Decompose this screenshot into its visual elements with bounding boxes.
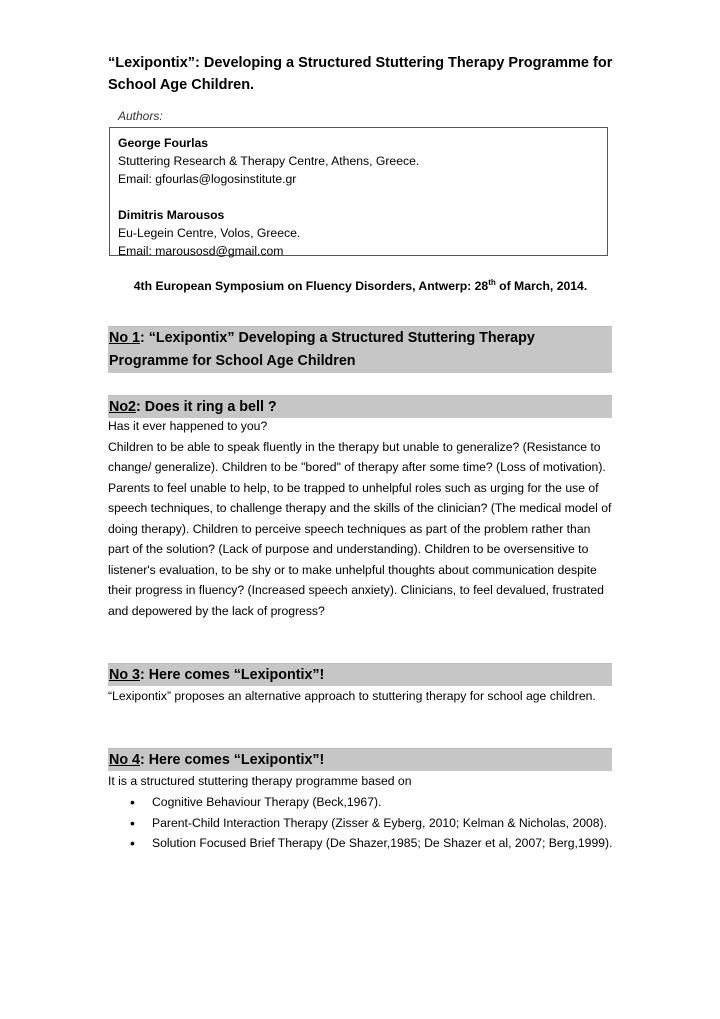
section-paragraph: “Lexipontix” proposes an alternative approach to stuttering therapy for school age children. — [108, 689, 596, 703]
list-item: • Parent-Child Interaction Therapy (Zisser & Eyberg, 2010; Kelman & Nicholas, 2008). — [108, 813, 613, 834]
authors-box — [109, 127, 608, 256]
section-intro-4: It is a structured stuttering therapy programme based on — [108, 774, 412, 788]
section-number: No 3 — [109, 667, 140, 683]
document-title: “Lexipontix”: Developing a Structured Stuttering Therapy Programme for School Age Children. — [108, 55, 613, 93]
authors-label: Authors: — [118, 109, 163, 123]
section-body-3 — [108, 686, 613, 707]
author-affiliation: Eu-Legein Centre, Volos, Greece. — [118, 226, 301, 240]
section-heading-3 — [108, 663, 612, 686]
section-heading-4 — [108, 748, 612, 771]
author-name: George Fourlas — [118, 136, 209, 150]
section-paragraph: Children to be able to speak fluently in the therapy but unable to generalize? (Resistance to change/ generalize). Children to be "bored" of therapy after some time? (Loss of motivation). Parents to feel unable to help, to be trapped to unhelpful roles such as urging for the use of speech techniques, to challenge therapy and the skills of the clinician? (The medical model of doing therapy). Children to perceive speech techniques as part of the problem rather than part of the solution? (Lack of purpose and understanding). Children to be oversensitive to listener's evaluation, to be shy or to make unhelpful thoughts about communication despite their progress in fluency? (Increased speech anxiety). Clinicians, to feel devalued, frustrated and depowered by the lack of progress? — [108, 439, 612, 618]
bullet-list — [108, 792, 613, 854]
list-item: • Cognitive Behaviour Therapy (Beck,1967). — [108, 792, 613, 813]
symposium-text-end: of March, 2014. — [495, 279, 588, 293]
list-item: • Solution Focused Brief Therapy (De Shazer,1985; De Shazer et al, 2007; Berg,1999). — [108, 833, 613, 854]
section-intro: Has it ever happened to you? — [108, 419, 268, 433]
section-title-continued: Programme for School Age Children — [109, 353, 356, 369]
section-heading-2 — [108, 395, 612, 418]
section-number: No2 — [109, 399, 137, 415]
symposium-line — [108, 279, 613, 293]
author-affiliation: Stuttering Research & Therapy Centre, Athens, Greece. — [118, 154, 420, 168]
section-title: : Does it ring a bell ? — [136, 399, 277, 415]
section-body-2 — [108, 416, 613, 621]
section-number: No 1 — [109, 330, 140, 346]
section-title: : Here comes “Lexipontix”! — [139, 752, 325, 768]
section-title: : Here comes “Lexipontix”! — [139, 667, 325, 683]
symposium-superscript: th — [488, 277, 496, 287]
section-title: : “Lexipontix” Developing a Structured Stuttering Therapy — [139, 330, 535, 346]
author-email: Email: gfourlas@logosinstitute.gr — [118, 172, 297, 186]
symposium-text: 4th European Symposium on Fluency Disorders, Antwerp: 28 — [133, 279, 489, 293]
section-heading-1 — [108, 326, 612, 373]
section-number: No 4 — [109, 752, 140, 768]
author-name: Dimitris Marousos — [118, 208, 225, 222]
author-email: Email: marousosd@gmail.com — [118, 244, 284, 258]
